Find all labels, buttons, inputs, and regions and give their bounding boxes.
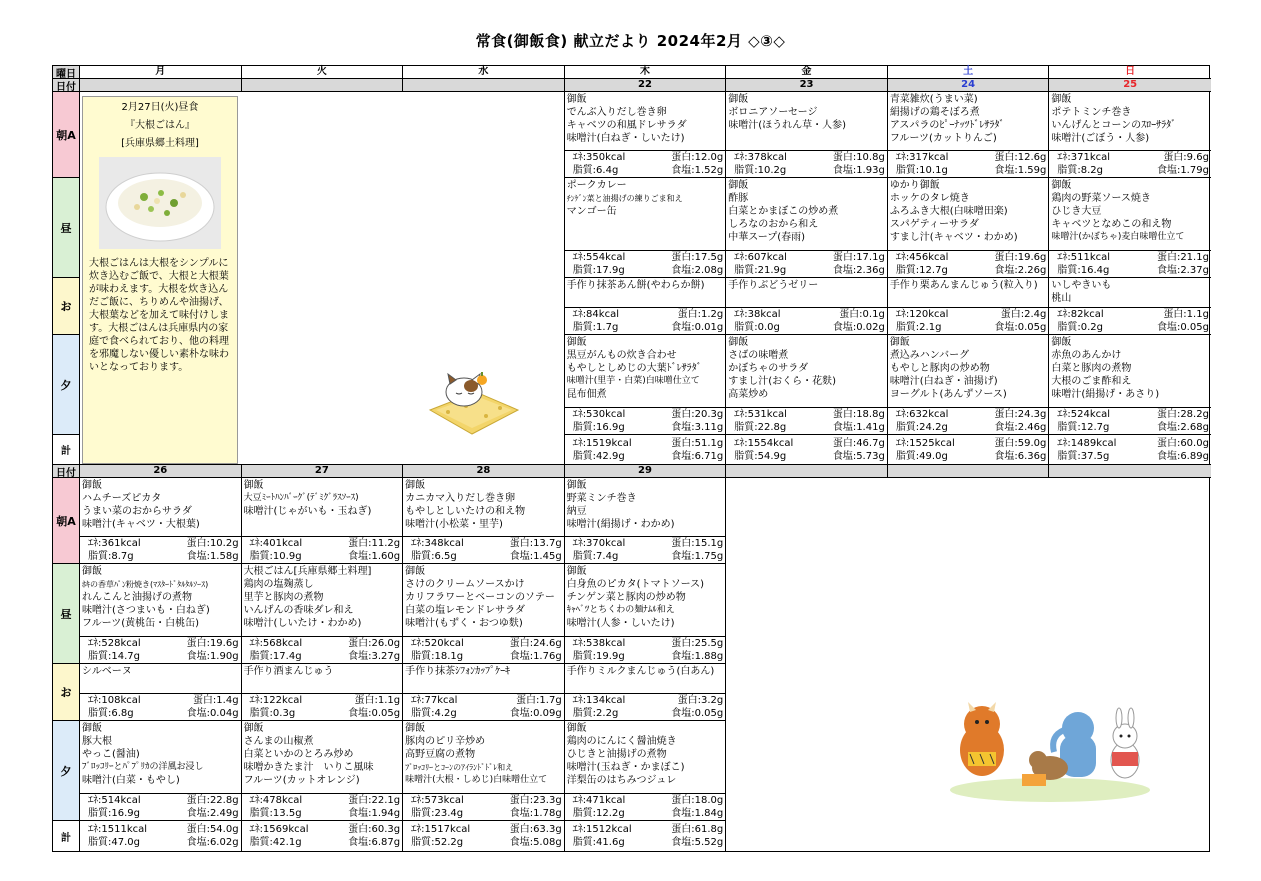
- menu-cell: 御飯 ポテトミンチ巻き いんげんとコーンのｽﾛｰｻﾗﾀﾞ 味噌汁(ごぼう・人参) ｴﾈ:371kcal 蛋白:9.6g 脂質:8.2g 食塩:1.79g: [1051, 94, 1209, 176]
- menu-cell: ゆかり御飯 ホッケのタレ焼き ふろふき大根(白味噌田楽) スパゲティーサラダ すまし汁(キャベツ・わかめ) ｴﾈ:456kcal 蛋白:19.6g 脂質:12.7g 食塩:2.26g: [888, 178, 1050, 278]
- date-cell: 29: [565, 465, 727, 478]
- date-cell: 26: [80, 465, 242, 478]
- note-dish-name: 『大根ごはん』: [125, 120, 195, 131]
- menu-cell: 御飯 豚肉のピリ辛炒め 高野豆腐の煮物 ﾌﾞﾛｯｺﾘｰとｺｰﾝのｱｲﾗﾝﾄﾞﾄﾞﾚ和え 味噌汁(大根・しめじ)白味噌仕立て ｴﾈ:573kcal 蛋白:23.3g 脂質:23.4g 食塩:1.78g: [403, 721, 565, 821]
- menu-cell: 手作り酒まんじゅう ｴﾈ:122kcal 蛋白:1.1g 脂質:0.3g 食塩:0.05g: [242, 664, 404, 721]
- weekday-thu: 木: [565, 66, 727, 79]
- cat-kotatsu-illustration: [426, 362, 520, 440]
- weekday-row: [53, 66, 1209, 79]
- kei-row-week2: [53, 821, 1209, 851]
- asa-row-week2: [53, 478, 1209, 564]
- menu-cell: 御飯 ハムチーズピカタ うまい菜のおからサラダ 味噌汁(キャベツ・大根葉) ｴﾈ:361kcal 蛋白:10.2g 脂質:8.7g 食塩:1.58g: [80, 478, 242, 564]
- yuu-label: 夕: [53, 721, 80, 821]
- weekday-tue: 火: [242, 66, 404, 79]
- weekday-label: 曜日: [53, 66, 80, 79]
- weekday-sun: 日: [1049, 66, 1211, 79]
- menu-cell: 御飯 煮込みハンバーグ もやしと豚肉の炒め物 味噌汁(白ねぎ・油揚げ) ヨーグルト(あんずソース) ｴﾈ:632kcal 蛋白:24.3g 脂質:24.2g 食塩:2.46g: [888, 335, 1050, 435]
- menu-cell: 御飯 赤魚のあんかけ 白菜と豚肉の煮物 大根のごま酢和え 味噌汁(絹揚げ・あさり) ｴﾈ:524kcal 蛋白:28.2g 脂質:12.7g 食塩:2.68g: [1051, 337, 1209, 433]
- weekday-wed: 水: [403, 66, 565, 79]
- total-cell: ｴﾈ:1512kcal 蛋白:61.8g 脂質:41.6g 食塩:5.52g: [565, 821, 727, 851]
- menu-cell: 青菜雑炊(うまい菜) 絹揚げの鶏そぼろ煮 アスパラのﾋﾟｰﾅｯﾂﾄﾞﾚｻﾗﾀﾞ フルーツ(カットりんご) ｴﾈ:317kcal 蛋白:12.6g 脂質:10.1g 食塩:1.59g: [888, 92, 1050, 178]
- page-title: 常食(御飯食) 献立だより 2024年2月 ◇③◇: [475, 32, 786, 50]
- menu-cell: 御飯 鶏肉のにんにく醤油焼き ひじきと油揚げの煮物 味噌汁(玉ねぎ・かまぼこ) 洋梨缶のはちみつジュレ ｴﾈ:471kcal 蛋白:18.0g 脂質:12.2g 食塩:1.84g: [565, 721, 727, 821]
- total-cell: ｴﾈ:1554kcal 蛋白:46.7g 脂質:54.9g 食塩:5.73g: [726, 435, 888, 465]
- blank-area: [726, 564, 1211, 664]
- total-cell: ｴﾈ:1525kcal 蛋白:59.0g 脂質:49.0g 食塩:6.36g: [888, 435, 1050, 465]
- menu-cell: 御飯 さんまの山椒煮 白菜といかのとろみ炒め 味噌かきたま汁 いりこ風味 フルーツ(カットオレンジ) ｴﾈ:478kcal 蛋白:22.1g 脂質:13.5g 食塩:1.94g: [242, 721, 404, 821]
- menu-cell: 御飯 ﾎｷの香草ﾊﾟﾝ粉焼き(ﾏｽﾀｰﾄﾞﾀﾙﾀﾙｿｰｽ) れんこんと油揚げの煮物 味噌汁(さつまいも・白ねぎ) フルーツ(黄桃缶・白桃缶) ｴﾈ:528kcal 蛋白:19.6g 脂質:14.7g 食塩:1.90g: [80, 564, 242, 664]
- menu-cell: 御飯 白身魚のピカタ(トマトソース) チンゲン菜と豚肉の炒め物 ｷｬﾍﾞﾂとちくわの麺ﾅﾑﾙ和え 味噌汁(人参・しいたけ) ｴﾈ:538kcal 蛋白:25.5g 脂質:19.9g 食塩:1.88g: [565, 564, 727, 664]
- menu-cell: 御飯 酢豚 白菜とかまぼこの炒め煮 しろなのおから和え 中華スープ(春雨) ｴﾈ:607kcal 蛋白:17.1g 脂質:21.9g 食塩:2.36g: [726, 178, 888, 278]
- menu-cell: 手作りぶどうゼリー ｴﾈ:38kcal 蛋白:0.1g 脂質:0.0g 食塩:0.02g: [726, 278, 888, 335]
- menu-cell: 御飯 カニカマ入りだし巻き卵 もやしとしいたけの和え物 味噌汁(小松菜・里芋) ｴﾈ:348kcal 蛋白:13.7g 脂質:6.5g 食塩:1.45g: [403, 478, 565, 564]
- date-label: 日付: [53, 79, 80, 92]
- menu-cell: 御飯 大豆ﾐｰﾄﾊﾝﾊﾞｰｸﾞ(ﾃﾞﾐｸﾞﾗｽｿｰｽ) 味噌汁(じゃがいも・玉ねぎ) ｴﾈ:401kcal 蛋白:11.2g 脂質:10.9g 食塩:1.60g: [242, 478, 404, 564]
- date-cell: [80, 79, 242, 92]
- total-cell: ｴﾈ:1489kcal 蛋白:60.0g 脂質:37.5g 食塩:6.89g: [1049, 435, 1211, 465]
- menu-cell: 御飯 さけのクリームソースかけ カリフラワーとベーコンのソテー 白菜の塩レモンドレサラダ 味噌汁(もずく・おつゆ麩) ｴﾈ:520kcal 蛋白:24.6g 脂質:18.1g 食塩:1.76g: [403, 564, 565, 664]
- date-cell: [403, 79, 565, 92]
- menu-cell: 御飯 野菜ミンチ巻き 納豆 味噌汁(絹揚げ・わかめ) ｴﾈ:370kcal 蛋白:15.1g 脂質:7.4g 食塩:1.75g: [565, 478, 727, 564]
- date-cell: [726, 465, 888, 478]
- date-cell: [1049, 465, 1211, 478]
- menu-cell: 御飯 さばの味噌煮 かぼちゃのサラダ すまし汁(おくら・花麩) 高菜炒め ｴﾈ:531kcal 蛋白:18.8g 脂質:22.8g 食塩:1.41g: [726, 335, 888, 435]
- asa-label: 朝A: [53, 92, 80, 178]
- menu-cell: 手作りミルクまんじゅう(白あん) ｴﾈ:134kcal 蛋白:3.2g 脂質:2.2g 食塩:0.05g: [565, 664, 727, 721]
- kei-label: 計: [53, 821, 80, 851]
- blank-area: [726, 478, 1211, 564]
- oni-animals-setsubun-illustration: [940, 690, 1155, 805]
- asa-label: 朝A: [53, 478, 80, 564]
- menu-cell: いしやきいも 桃山 ｴﾈ:82kcal 蛋白:1.1g 脂質:0.2g 食塩:0.05g: [1051, 280, 1209, 333]
- daikon-gohan-photo: [99, 157, 221, 249]
- menu-cell: 手作り抹茶ｼﾌｫﾝｶｯﾌﾟｹｰｷ ｴﾈ:77kcal 蛋白:1.7g 脂質:4.2g 食塩:0.09g: [403, 664, 565, 721]
- note-region: [兵庫県郷土料理]: [121, 138, 199, 149]
- date-cell: 22: [565, 79, 727, 92]
- kei-label: 計: [53, 435, 80, 465]
- menu-cell: シルベーヌ ｴﾈ:108kcal 蛋白:1.4g 脂質:6.8g 食塩:0.04g: [80, 664, 242, 721]
- date-cell: 24: [888, 79, 1050, 92]
- menu-cell: ポークカレー ﾁﾝｹﾞﾝ菜と油揚げの練りごま和え マンゴー缶 ｴﾈ:554kcal 蛋白:17.5g 脂質:17.9g 食塩:2.08g: [565, 178, 727, 278]
- oyatsu-label: お: [53, 664, 80, 721]
- date-cell: 27: [242, 465, 404, 478]
- total-cell: ｴﾈ:1511kcal 蛋白:54.0g 脂質:47.0g 食塩:6.02g: [80, 821, 242, 851]
- menu-cell: 御飯 でんぶ入りだし巻き卵 キャベツの和風ドレサラダ 味噌汁(白ねぎ・しいたけ) ｴﾈ:350kcal 蛋白:12.0g 脂質:6.4g 食塩:1.52g: [565, 92, 727, 178]
- menu-cell: 御飯 豚大根 やっこ(醤油) ﾌﾞﾛｯｺﾘｰとﾊﾟﾌﾟﾘｶの洋風お浸し 味噌汁(白菜・もやし) ｴﾈ:514kcal 蛋白:22.8g 脂質:16.9g 食塩:2.49g: [80, 721, 242, 821]
- hiru-row-week2: [53, 564, 1209, 664]
- hiru-label: 昼: [53, 564, 80, 664]
- oyatsu-label: お: [53, 278, 80, 335]
- date-cell: 28: [403, 465, 565, 478]
- blank-area: [726, 821, 1211, 851]
- date-cell: 25: [1049, 79, 1211, 92]
- date-cell: [888, 465, 1050, 478]
- menu-cell: 御飯 鶏肉の野菜ソース焼き ひじき大豆 キャベツとなめこの和え物 味噌汁(かぼちゃ)麦白味噌仕立て ｴﾈ:511kcal 蛋白:21.1g 脂質:16.4g 食塩:2.37g: [1051, 180, 1209, 276]
- menu-cell: 手作り栗あんまんじゅう(粒入り) ｴﾈ:120kcal 蛋白:2.4g 脂質:2.1g 食塩:0.05g: [888, 278, 1050, 335]
- weekday-sat: 土: [888, 66, 1050, 79]
- date-label: 日付: [53, 465, 80, 478]
- weekday-mon: 月: [80, 66, 242, 79]
- menu-cell: 手作り抹茶あん餅(やわらか餅) ｴﾈ:84kcal 蛋白:1.2g 脂質:1.7g 食塩:0.01g: [565, 278, 727, 335]
- menu-cell: 大根ごはん[兵庫県郷土料理] 鶏肉の塩麹蒸し 里芋と豚肉の煮物 いんげんの香味ダレ和え 味噌汁(しいたけ・わかめ) ｴﾈ:568kcal 蛋白:26.0g 脂質:17.4g 食塩:3.27g: [242, 564, 404, 664]
- menu-cell: 御飯 黒豆がんもの炊き合わせ もやしとしめじの大葉ﾄﾞﾚｻﾗﾀﾞ 味噌汁(里芋・白菜)白味噌仕立て 昆布佃煮 ｴﾈ:530kcal 蛋白:20.3g 脂質:16.9g 食塩:3.11g: [565, 335, 727, 435]
- date-row-week2: [53, 465, 1209, 478]
- note-description: 大根ごはんは大根をシンプルに炊き込むご飯で、大根と大根葉が味わえます。大根を炊き込んだご飯に、ちりめんや油揚げ、大根葉などを加えて味付けします。大根ごはんは兵庫県内の家庭で食べられており、他の料理を邪魔しない優しい素朴な味わいとなっております。: [89, 258, 229, 373]
- total-cell: ｴﾈ:1569kcal 蛋白:60.3g 脂質:42.1g 食塩:6.87g: [242, 821, 404, 851]
- total-cell: ｴﾈ:1517kcal 蛋白:63.3g 脂質:52.2g 食塩:5.08g: [403, 821, 565, 851]
- date-cell: 23: [726, 79, 888, 92]
- note-date: 2月27日(火)昼食: [121, 102, 199, 113]
- menu-cell: 御飯 ボロニアソーセージ 味噌汁(ほうれん草・人参) ｴﾈ:378kcal 蛋白:10.8g 脂質:10.2g 食塩:1.93g: [726, 92, 888, 178]
- total-cell: ｴﾈ:1519kcal 蛋白:51.1g 脂質:42.9g 食塩:6.71g: [565, 435, 727, 465]
- date-row-week1: [53, 79, 1209, 92]
- hiru-label: 昼: [53, 178, 80, 278]
- weekday-fri: 金: [726, 66, 888, 79]
- yuu-label: 夕: [53, 335, 80, 435]
- feature-dish-note: [82, 96, 238, 464]
- date-cell: [242, 79, 404, 92]
